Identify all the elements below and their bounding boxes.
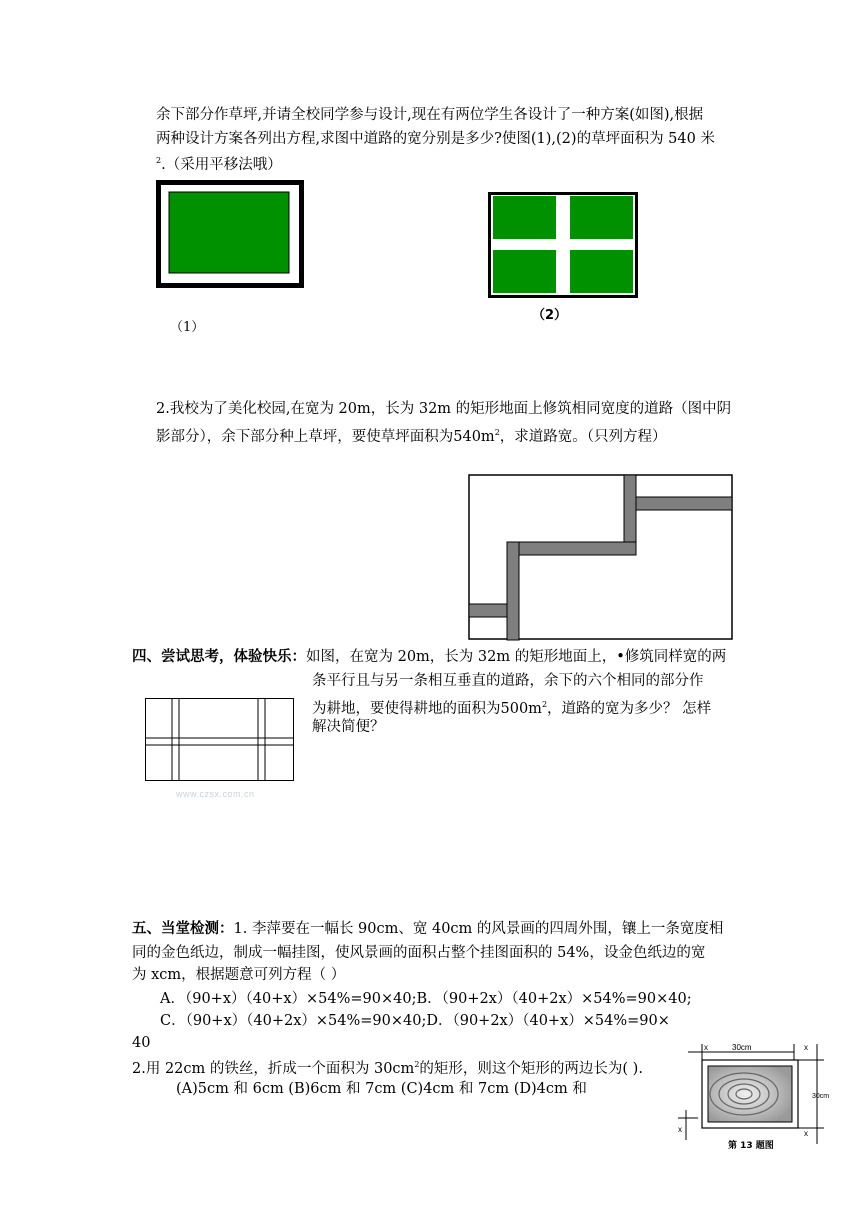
top-dimension-label: 30cm [732,1043,752,1052]
road-segment [519,542,636,555]
problem-2-text-b: ，求道路宽。（只列方程） [499,429,667,445]
section-5-heading: 五、当堂检测： [132,921,234,937]
section-5-first-line [132,918,723,940]
figure-13-diagram [674,1040,832,1152]
section-4-first-line [132,646,726,668]
section-4-text-b: ，道路的宽为多少？ 怎样 [547,701,712,717]
painting [708,1066,792,1122]
intro-line-1: 余下部分作草坪,并请全校同学参与设计,现在有两位学生各设计了一种方案(如图),根据 [156,107,704,123]
figure-2-diagram [488,192,638,298]
section-5-line-3: 为 xcm，根据题意可列方程（ ） [132,967,346,983]
intro-line-3-text: .（采用平移法哦） [161,157,282,173]
problem-2-text-a: 影部分），余下部分种上草坪，要使草坪面积为540m [156,429,495,445]
section-4-heading: 四、尝试思考，体验快乐： [132,649,306,665]
figure-13-caption: 第 13 题图 [728,1141,774,1151]
figure-2-caption: （2） [532,308,568,323]
watermark-text: www.czsx.com.cn [176,789,255,799]
intro-line-2: 两种设计方案各列出方程,求图中道路的宽分别是多少?使图(1),(2)的草坪面积为 540 米 [156,131,715,147]
lawn-bottom-right [570,250,633,293]
x-label-bottom-right: x [804,1129,808,1138]
section-4-line-2: 条平行且与另一条相互垂直的道路，余下的六个相同的部分作 [312,673,704,689]
road-segment [507,542,519,640]
question-2-text-a: 2.用 22cm 的铁丝，折成一个面积为 30cm [132,1061,415,1077]
problem-2-line-2 [156,422,667,448]
x-label-left: x [678,1125,682,1134]
figure-1-caption: （1） [170,320,205,335]
lawn-top-left [493,196,556,239]
section-4-field-diagram [145,698,297,782]
superscript: 2 [156,156,162,165]
superscript: 2 [494,428,500,437]
section-5-line-2: 同的金色纸边，制成一幅挂图，使风景画的面积占整个挂图面积的 54%，设金色纸边的宽 [132,945,706,961]
section-4-line-1: 如图，在宽为 20m，长为 32m 的矩形地面上，•修筑同样宽的两 [306,649,727,665]
road-segment [469,604,507,617]
problem-2-line-1: 2.我校为了美化校园,在宽为 20m，长为 32m 的矩形地面上修筑相同宽度的道路（图中阴 [156,401,732,417]
lawn-rect [169,192,289,273]
section-5-line-1: 1. 李萍要在一幅长 90cm、宽 40cm 的风景画的四周外围，镶上一条宽度相 [233,921,724,937]
section-4-line-4: 解决简便？ [312,719,385,735]
section-4-text-a: 为耕地，要使得耕地的面积为500m [312,701,542,717]
option-c-d: C．（90+x）（40+2x）×54%=90×40;D．（90+2x）（40+x）×54%=90× [160,1013,670,1029]
superscript: 2 [414,1060,420,1069]
option-c-d-continued: 40 [132,1035,151,1051]
x-label-top: x [704,1043,708,1052]
intro-line-3 [156,150,282,176]
road-segment [624,475,636,542]
figure-1-diagram [156,180,304,288]
option-a-b: A．（90+x）（40+x）×54%=90×40;B．（90+2x）（40+2x）×54%=90×40; [160,991,692,1007]
superscript: 2 [541,700,548,709]
problem-2-road-diagram [468,474,734,642]
lawn-bottom-left [493,250,556,293]
field-rect [146,699,294,781]
question-2-text-b: 的矩形，则这个矩形的两边长为( ). [419,1061,643,1077]
question-2-line [132,1054,643,1080]
question-2-options: (A)5cm 和 6cm (B)6cm 和 7cm (C)4cm 和 7cm (D)4cm 和 [176,1081,587,1097]
lawn-top-right [570,196,633,239]
road-segment [636,497,732,510]
side-dimension-label: 30cm [812,1093,830,1100]
x-label-top-right: x [804,1043,808,1052]
